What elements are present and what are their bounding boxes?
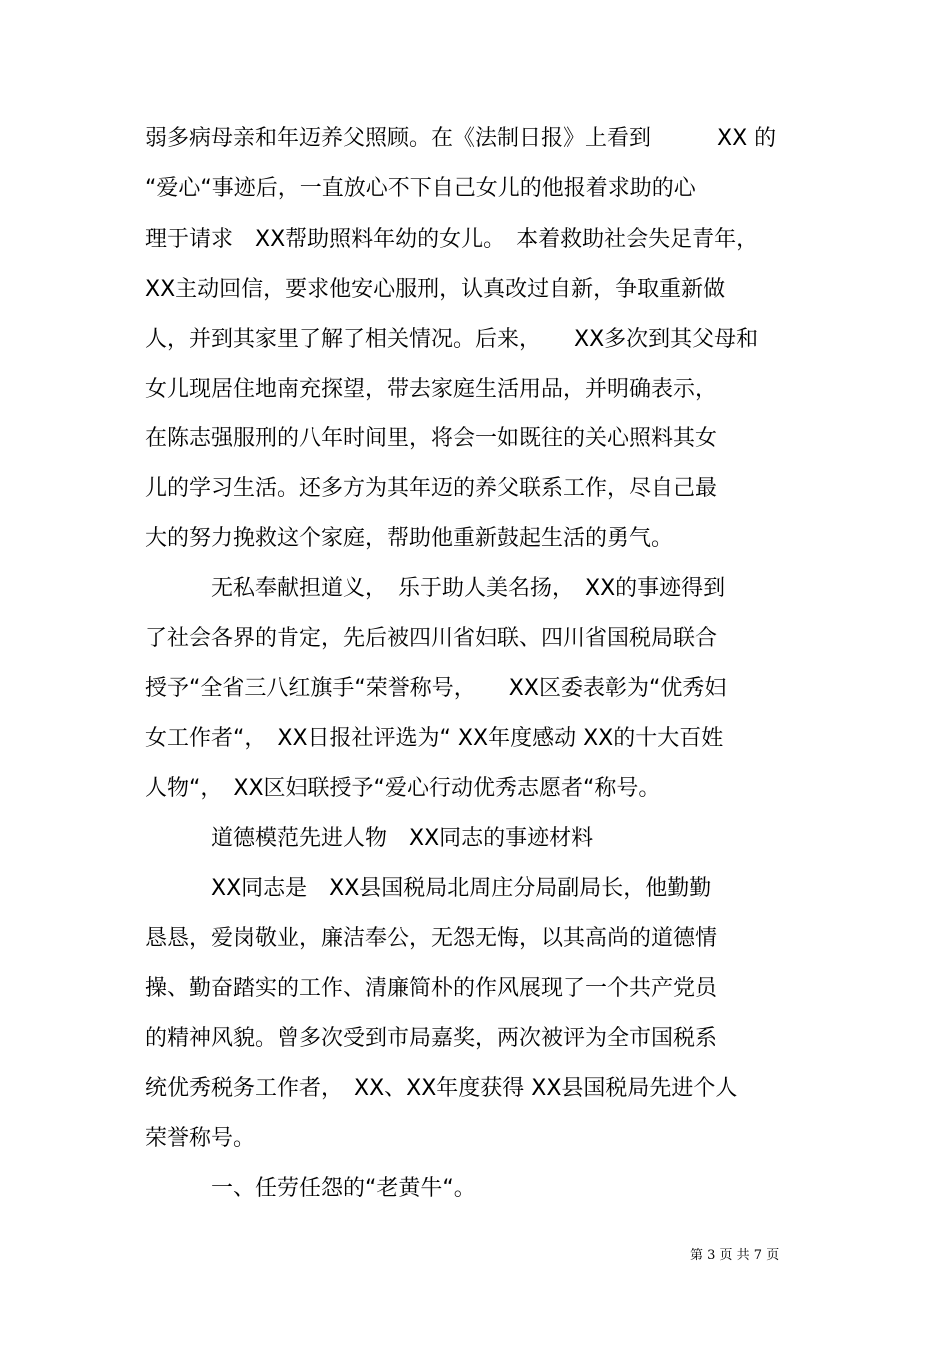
body-text-line: 儿的学习生活。还多方为其年迈的养父联系工作，尽自己最: [145, 476, 718, 501]
body-text-line: 的精神风貌。曾多次受到市局嘉奖，两次被评为全市国税系: [145, 1026, 718, 1051]
body-text-line: 人物“， XX区妇联授予“爱心行动优秀志愿者“称号。: [145, 776, 661, 801]
body-text-line: 人，并到其家里了解了相关情况。后来， XX多次到其父母和: [145, 327, 759, 352]
body-text-line: XX同志是 XX县国税局北周庄分局副局长，他勤勤: [145, 876, 712, 901]
body-text-line: 无私奉献担道义， 乐于助人美名扬， XX的事迹得到: [145, 576, 726, 601]
body-text-line: 女儿现居住地南充探望，带去家庭生活用品，并明确表示，: [145, 377, 718, 402]
body-text-line: XX主动回信，要求他安心服刑，认真改过自新，争取重新做: [145, 277, 726, 302]
body-text-line: 了社会各界的肯定，先后被四川省妇联、四川省国税局联合: [145, 626, 718, 651]
body-text-line: 授予“全省三八红旗手“荣誉称号， XX区委表彰为“优秀妇: [145, 676, 727, 701]
body-text-line: 统优秀税务工作者， XX、XX年度获得 XX县国税局先进个人: [145, 1076, 738, 1101]
body-text-line: 荣誉称号。: [145, 1126, 256, 1151]
body-text-line: 女工作者“， XX日报社评选为“ XX年度感动 XX的十大百姓: [145, 726, 724, 751]
body-text-line: “爱心“事迹后，一直放心不下自己女儿的他报着求助的心: [145, 176, 696, 201]
body-text-line: 操、勤奋踏实的工作、清廉简朴的作风展现了一个共产党员: [145, 976, 718, 1001]
body-text-line: 在陈志强服刑的八年时间里，将会一如既往的关心照料其女: [145, 426, 718, 451]
body-text-line: 恳恳，爱岗敬业，廉洁奉公，无怨无悔，以其高尚的道德情: [145, 926, 718, 951]
body-text-line: 理于请求 XX帮助照料年幼的女儿。 本着救助社会失足青年，: [145, 227, 759, 252]
body-text-line: 大的努力挽救这个家庭，帮助他重新鼓起生活的勇气。: [145, 526, 674, 551]
section-heading: 道德模范先进人物 XX同志的事迹材料: [145, 826, 594, 851]
section-heading: 一、任劳任怨的“老黄牛“。: [145, 1176, 476, 1201]
body-text-line: 弱多病母亲和年迈养父照顾。在《法制日报》上看到 XX 的: [145, 126, 777, 151]
page-number-footer: 第 3 页 共 7 页: [690, 1248, 780, 1263]
